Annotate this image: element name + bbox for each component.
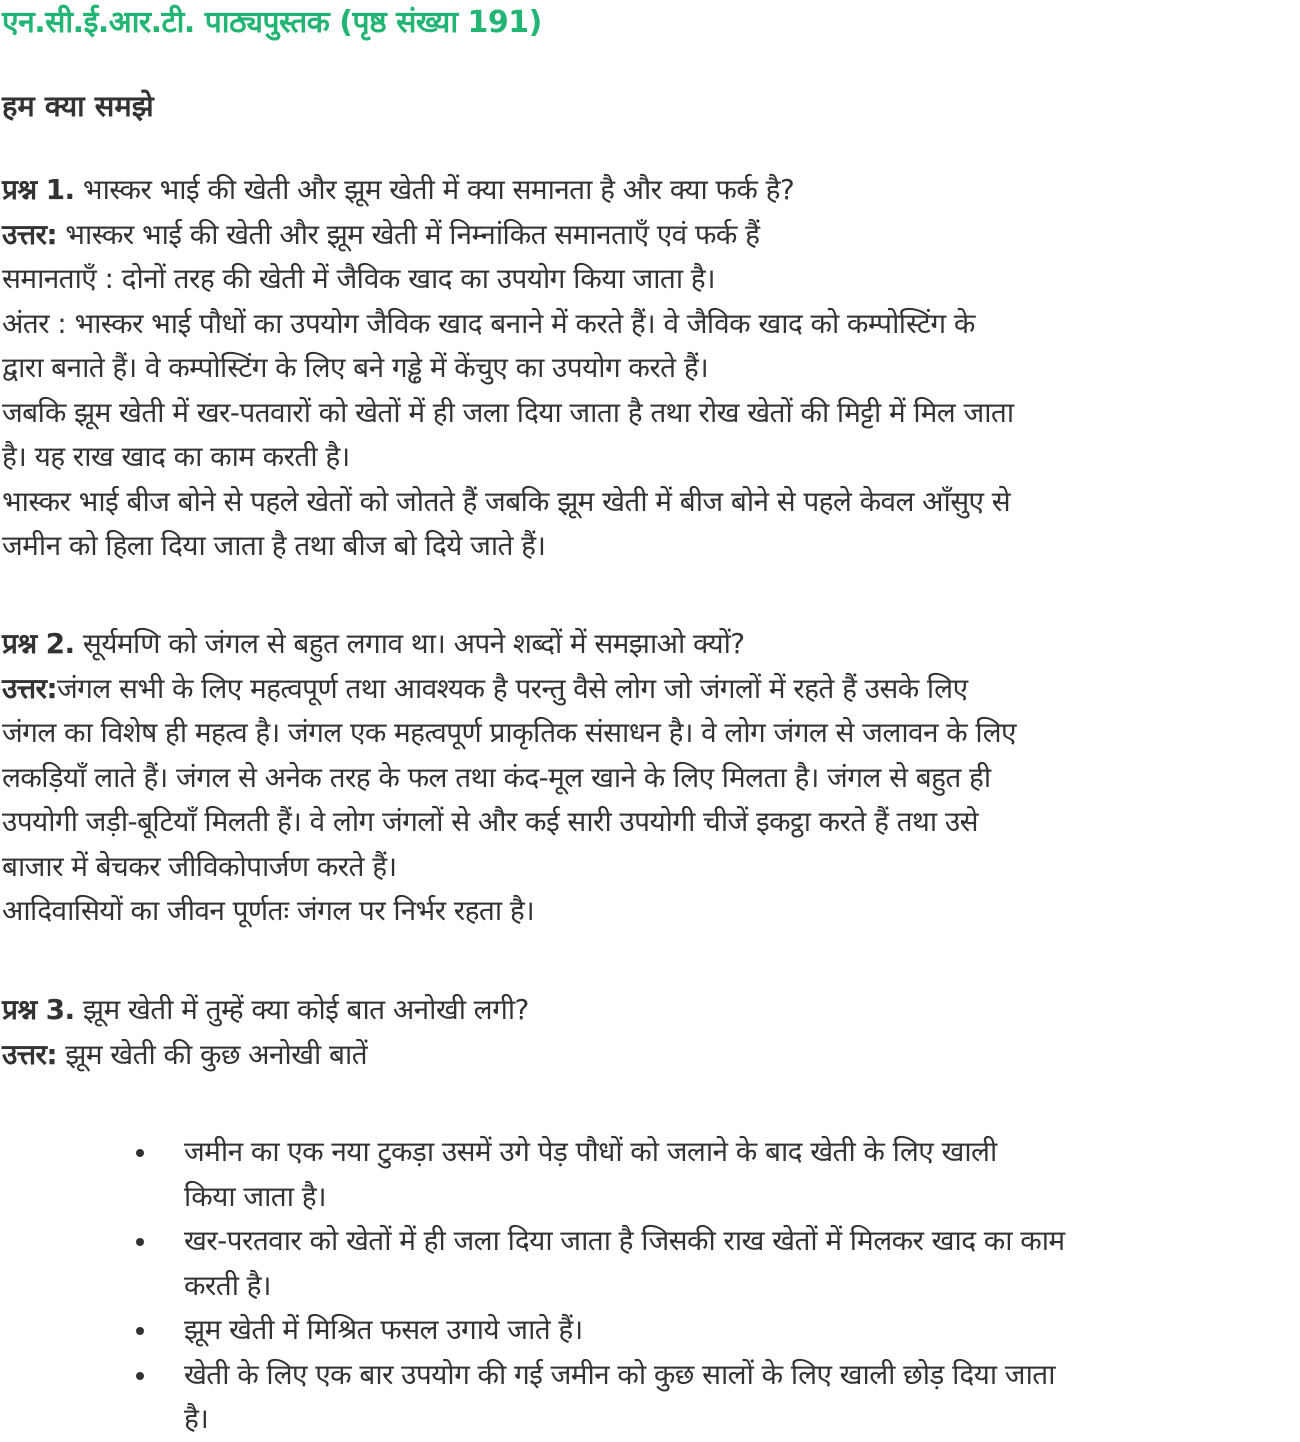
list-item bbox=[0, 1130, 1300, 1219]
answer-label: उत्तर: bbox=[2, 217, 57, 251]
list-item-line: किया जाता है। bbox=[184, 1179, 326, 1213]
list-item bbox=[0, 1353, 1300, 1442]
question-line bbox=[2, 988, 1298, 1033]
question-block-1 bbox=[2, 168, 1298, 569]
answer-text: जंगल सभी के लिए महत्वपूर्ण तथा आवश्यक है परन्तु वैसे लोग जो जंगलों में रहते हैं उसके लिए bbox=[56, 671, 968, 705]
answer-line: आदिवासियों का जीवन पूर्णतः जंगल पर निर्भर रहता है। bbox=[2, 894, 535, 927]
answer-line: जंगल का विशेष ही महत्व है। जंगल एक महत्वपूर्ण प्राकृतिक संसाधन है। वे लोग जंगल से जलावन के लिए bbox=[2, 716, 1016, 749]
answer-line bbox=[2, 1033, 1298, 1078]
bullet-icon bbox=[136, 1149, 144, 1157]
question-block-2 bbox=[2, 622, 1298, 934]
list-item bbox=[0, 1308, 1300, 1353]
answer-line: अंतर : भास्कर भाई पौधों का उपयोग जैविक खाद बनाने में करते हैं। वे जैविक खाद को कम्पोस्टिंग के bbox=[2, 306, 975, 340]
bullet-icon bbox=[136, 1238, 144, 1246]
question-line bbox=[2, 622, 1298, 667]
list-item-line: खेती के लिए एक बार उपयोग की गई जमीन को कुछ सालों के लिए खाली छोड़ दिया जाता bbox=[184, 1357, 1055, 1391]
answer-label: उत्तर: bbox=[2, 671, 57, 705]
answer-line: बाजार में बेचकर जीविकोपार्जण करते हैं। bbox=[2, 849, 397, 883]
page-title: एन.सी.ई.आर.टी. पाठ्यपुस्तक (पृष्ठ संख्या 191) bbox=[2, 5, 542, 40]
list-item-line: करती है। bbox=[184, 1268, 271, 1302]
question-text: भास्कर भाई की खेती और झूम खेती में क्या समानता है और क्या फर्क है? bbox=[74, 173, 795, 206]
question-line bbox=[2, 168, 1298, 213]
answer-text: भास्कर भाई की खेती और झूम खेती में निम्नांकित समानताएँ एवं फर्क हैं bbox=[56, 217, 760, 251]
question-label: प्रश्न 3. bbox=[2, 993, 75, 1026]
answer-line: है। यह राख खाद का काम करती है। bbox=[2, 440, 350, 473]
answer-label: उत्तर: bbox=[2, 1037, 57, 1071]
answer-line: जबकि झूम खेती में खर-पतवारों को खेतों में ही जला दिया जाता है तथा रोख खेतों की मिट्टी में मिल जाता bbox=[2, 395, 1014, 429]
list-item-line: जमीन का एक नया टुकड़ा उसमें उगे पेड़ पौधों को जलाने के बाद खेती के लिए खाली bbox=[184, 1135, 997, 1168]
bullet-list bbox=[0, 1130, 1300, 1442]
question-label: प्रश्न 2. bbox=[2, 627, 75, 660]
answer-line: भास्कर भाई बीज बोने से पहले खेतों को जोतते हैं जबकि झूम खेती में बीज बोने से पहले केवल आँसुए से bbox=[2, 484, 1011, 518]
bullet-icon bbox=[136, 1327, 144, 1335]
question-block-3 bbox=[2, 988, 1298, 1077]
list-item-line: खर-परतवार को खेतों में ही जला दिया जाता है जिसकी राख खेतों में मिलकर खाद का काम bbox=[184, 1224, 1065, 1257]
answer-line: लकड़ियाँ लाते हैं। जंगल से अनेक तरह के फल तथा कंद-मूल खाने के लिए मिलता है। जंगल से बहुत ही bbox=[2, 760, 991, 794]
answer-line: जमीन को हिला दिया जाता है तथा बीज बो दिये जाते हैं। bbox=[2, 529, 546, 562]
list-item bbox=[0, 1219, 1300, 1308]
list-item-line: झूम खेती में मिश्रित फसल उगाये जाते हैं। bbox=[184, 1313, 583, 1346]
answer-line: समानताएँ : दोनों तरह की खेती में जैविक खाद का उपयोग किया जाता है। bbox=[2, 262, 716, 295]
answer-line bbox=[2, 667, 1298, 712]
list-item-line: है। bbox=[184, 1402, 209, 1435]
question-text: झूम खेती में तुम्हें क्या कोई बात अनोखी लगी? bbox=[74, 993, 529, 1026]
answer-line: उपयोगी जड़ी-बूटियाँ मिलती हैं। वे लोग जंगलों से और कई सारी उपयोगी चीजें इकट्ठा करते हैं तथा उसे bbox=[2, 805, 978, 838]
question-label: प्रश्न 1. bbox=[2, 173, 75, 206]
question-text: सूर्यमणि को जंगल से बहुत लगाव था। अपने शब्दों में समझाओ क्यों? bbox=[74, 627, 745, 660]
section-heading: हम क्या समझे bbox=[2, 89, 154, 123]
bullet-icon bbox=[136, 1372, 144, 1380]
answer-text: झूम खेती की कुछ अनोखी बातें bbox=[56, 1037, 368, 1071]
answer-line: द्वारा बनाते हैं। वे कम्पोस्टिंग के लिए बने गड्ढे में केंचुए का उपयोग करते हैं। bbox=[2, 351, 709, 384]
answer-line bbox=[2, 213, 1298, 258]
